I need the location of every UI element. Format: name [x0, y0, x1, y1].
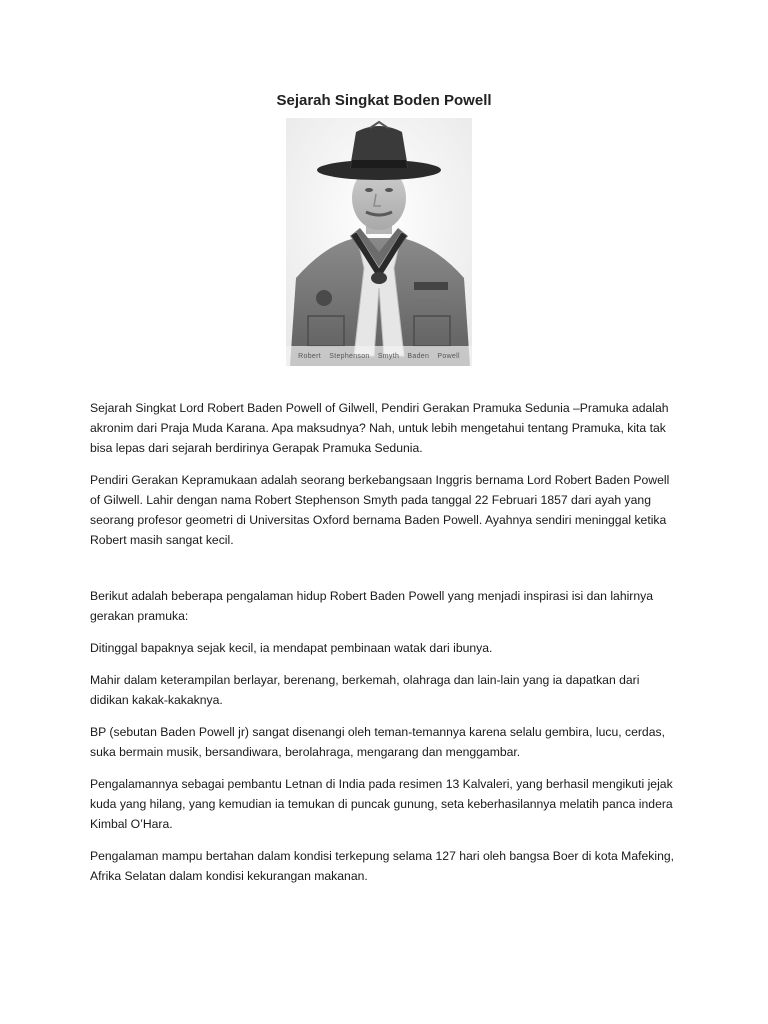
list-item: Pengalaman mampu bertahan dalam kondisi terkepung selama 127 hari oleh bangsa Boer di kota Mafeking, Afrika Selatan dalam kondisi kekurangan makanan. — [90, 849, 675, 883]
paragraph: Sejarah Singkat Lord Robert Baden Powell of Gilwell, Pendiri Gerakan Pramuka Sedunia –Pramuka adalah akronim dari Praja Muda Karana. Apa maksudnya? Nah, untuk lebih mengetahui tentang Pramuka, kita tak bisa lepas dari sejarah berdirinya Gerapak Pramuka Sedunia. — [90, 401, 669, 455]
document-body — [90, 398, 680, 898]
document-title: Sejarah Singkat Boden Powell — [276, 92, 492, 109]
portrait-illustration — [286, 118, 472, 366]
list-item: Mahir dalam keterampilan berlayar, berenang, berkemah, olahraga dan lain-lain yang ia dapatkan dari didikan kakak-kakaknya. — [90, 673, 640, 707]
paragraph: Berikut adalah beberapa pengalaman hidup Robert Baden Powell yang menjadi inspirasi isi dan lahirnya gerakan pramuka: — [90, 589, 654, 623]
list-item: Pengalamannya sebagai pembantu Letnan di India pada resimen 13 Kalvaleri, yang berhasil mengikuti jejak kuda yang hilang, yang kemudian ia temukan di puncak gunung, seta keberhasilannya melatih panca indera Kimbal O’Hara. — [90, 777, 673, 831]
list-item: BP (sebutan Baden Powell jr) sangat disenangi oleh teman-temannya karena selalu gembira, lucu, cerdas, suka bermain musik, bersandiwara, berolahraga, mengarang dan menggambar. — [90, 725, 665, 759]
portrait-photo — [286, 118, 472, 366]
paragraph: Pendiri Gerakan Kepramukaan adalah seorang berkebangsaan Inggris bernama Lord Robert Baden Powell of Gilwell. Lahir dengan nama Robert Stephenson Smyth pada tanggal 22 Februari 1857 dari ayah yang seorang profesor geometri di Universitas Oxford bernama Baden Powell. Ayahnya sendiri meninggal ketika Robert masih sangat kecil. — [90, 473, 670, 547]
list-item: Ditinggal bapaknya sejak kecil, ia mendapat pembinaan watak dari ibunya. — [90, 641, 493, 655]
photo-caption: Robert Stephenson Smyth Baden Powell — [298, 353, 460, 360]
